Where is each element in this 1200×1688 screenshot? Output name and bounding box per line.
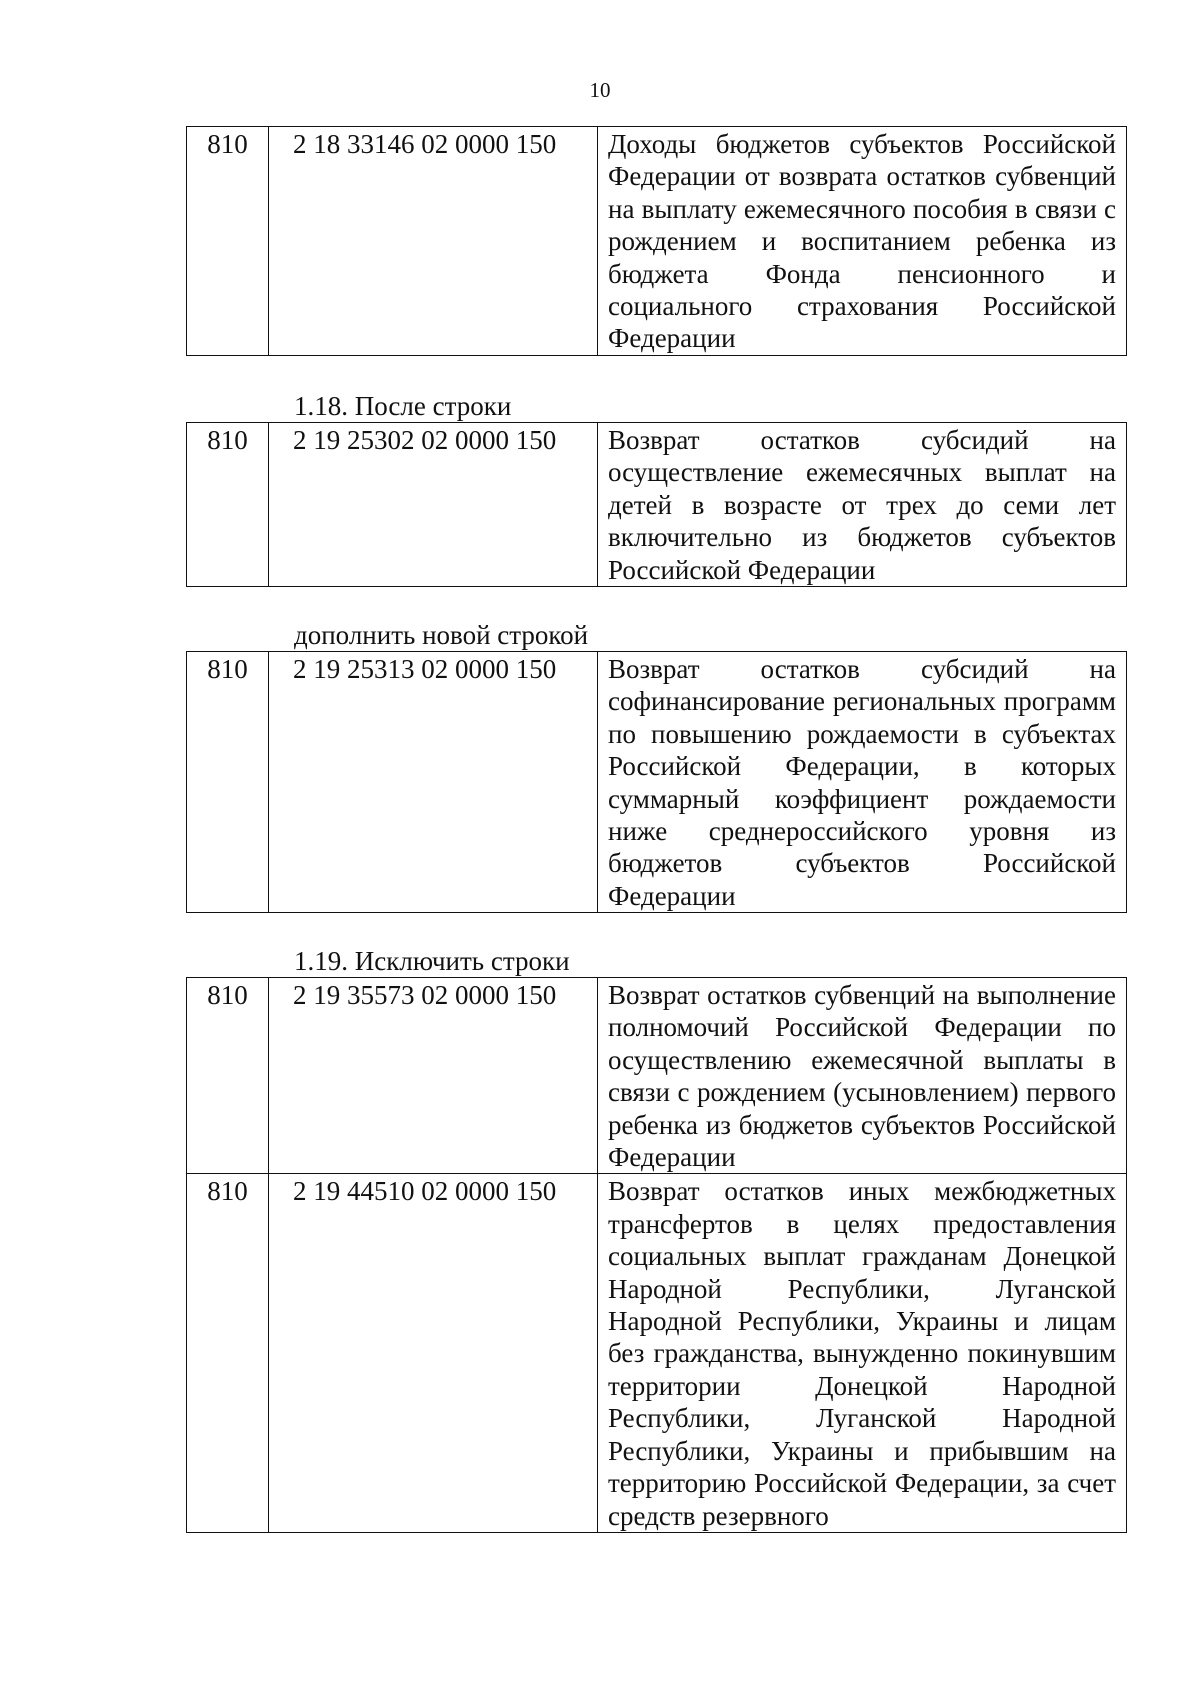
admin-code-cell: 810 xyxy=(187,652,269,913)
caption-exclude-rows: 1.19. Исключить строки xyxy=(294,946,570,976)
budget-code-cell: 2 19 44510 02 0000 150 xyxy=(269,1174,598,1532)
budget-codes-table xyxy=(186,126,1127,356)
table-block-1 xyxy=(186,126,1126,356)
budget-code-cell: 2 19 25302 02 0000 150 xyxy=(269,423,598,587)
description-cell: Возврат остатков иных межбюджетных трансфертов в целях предоставления социальных выплат гражданам Донецкой Народной Республики, Луганской Народной Республики, Украины и лицам без гражданства, вынужденно покинувшим территории Донецкой Народной Республики, Луганской Народной Республики, Украины и прибывшим на территорию Российской Федерации, за счет средств резервного xyxy=(598,1174,1127,1532)
caption-after-row: 1.18. После строки xyxy=(294,391,512,421)
description-cell: Возврат остатков субсидий на осуществление ежемесячных выплат на детей в возрасте от трех до семи лет включительно из бюджетов субъектов Российской Федерации xyxy=(598,423,1127,587)
page-number: 10 xyxy=(589,78,611,102)
admin-code-cell: 810 xyxy=(187,978,269,1174)
table-block-4 xyxy=(186,977,1126,1533)
budget-code-cell: 2 19 35573 02 0000 150 xyxy=(269,978,598,1174)
table-row xyxy=(187,978,1127,1174)
table-block-2 xyxy=(186,422,1126,587)
table-row xyxy=(187,1174,1127,1532)
table-row xyxy=(187,127,1127,356)
table-block-3 xyxy=(186,651,1126,913)
caption-add-row: дополнить новой строкой xyxy=(294,620,589,650)
description-cell: Доходы бюджетов субъектов Российской Федерации от возврата остатков субвенций на выплату ежемесячного пособия в связи с рождением и воспитанием ребенка из бюджета Фонда пенсионного и социального страхования Российской Федерации xyxy=(598,127,1127,356)
description-cell: Возврат остатков субвенций на выполнение полномочий Российской Федерации по осуществлению ежемесячной выплаты в связи с рождением (усыновлением) первого ребенка из бюджетов субъектов Российской Федерации xyxy=(598,978,1127,1174)
budget-codes-table xyxy=(186,422,1127,587)
budget-codes-table xyxy=(186,977,1127,1533)
budget-code-cell: 2 19 25313 02 0000 150 xyxy=(269,652,598,913)
table-row xyxy=(187,423,1127,587)
table-row xyxy=(187,652,1127,913)
admin-code-cell: 810 xyxy=(187,423,269,587)
description-cell: Возврат остатков субсидий на софинансирование региональных программ по повышению рождаемости в субъектах Российской Федерации, в которых суммарный коэффициент рождаемости ниже среднероссийского уровня из бюджетов субъектов Российской Федерации xyxy=(598,652,1127,913)
admin-code-cell: 810 xyxy=(187,127,269,356)
budget-codes-table xyxy=(186,651,1127,913)
admin-code-cell: 810 xyxy=(187,1174,269,1532)
budget-code-cell: 2 18 33146 02 0000 150 xyxy=(269,127,598,356)
